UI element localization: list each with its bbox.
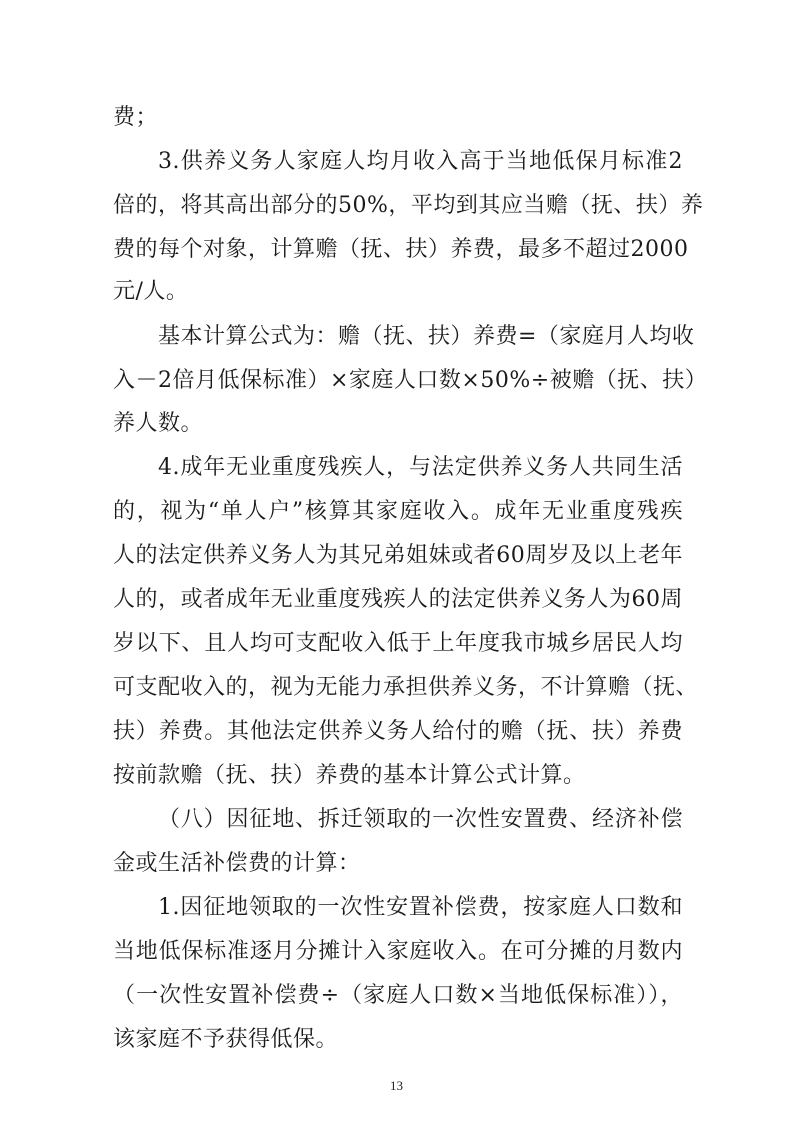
text-line-1: 费；	[113, 105, 159, 130]
page-number: 13	[390, 1078, 403, 1093]
text-line-14: 可支配收入的，视为无能力承担供养义务，不计算赡（抚、	[113, 675, 699, 700]
text-line-22: 该家庭不予获得低保。	[113, 1027, 339, 1052]
text-line-6: 基本计算公式为：赡（抚、扶）养费=（家庭月人均收	[158, 324, 695, 349]
text-line-5: 元/人。	[113, 279, 189, 304]
text-line-15: 扶）养费。其他法定供养义务人给付的赡（抚、扶）养费	[113, 719, 683, 744]
text-line-10: 的，视为“单人户”核算其家庭收入。成年无业重度残疾	[113, 499, 683, 524]
text-line-21: （一次性安置补偿费÷（家庭人口数×当地低保标准）），	[113, 983, 683, 1008]
text-line-2: 3.供养义务人家庭人均月收入高于当地低保月标准2	[158, 149, 683, 174]
text-line-3: 倍的，将其高出部分的50%，平均到其应当赡（抚、扶）养	[113, 193, 704, 218]
text-line-13: 岁以下、且人均可支配收入低于上年度我市城乡居民人均	[113, 631, 683, 656]
text-line-18: 金或生活补偿费的计算：	[113, 851, 361, 876]
text-line-9: 4.成年无业重度残疾人，与法定供养义务人共同生活	[158, 455, 683, 480]
text-line-16: 按前款赡（抚、扶）养费的基本计算公式计算。	[113, 763, 586, 788]
text-line-11: 人的法定供养义务人为其兄弟姐妹或者60周岁及以上老年	[113, 543, 683, 568]
text-line-7: 入－2倍月低保标准）×家庭人口数×50%÷被赡（抚、扶）	[113, 368, 708, 393]
text-line-20: 当地低保标准逐月分摊计入家庭收入。在可分摊的月数内	[113, 939, 683, 964]
text-line-4: 费的每个对象，计算赡（抚、扶）养费，最多不超过2000	[113, 237, 689, 262]
text-line-8: 养人数。	[113, 411, 204, 436]
text-line-12: 人的，或者成年无业重度残疾人的法定供养义务人为60周	[113, 587, 683, 612]
text-line-17: （八）因征地、拆迁领取的一次性安置费、经济补偿	[158, 807, 683, 832]
text-line-19: 1.因征地领取的一次性安置补偿费，按家庭人口数和	[158, 895, 683, 920]
